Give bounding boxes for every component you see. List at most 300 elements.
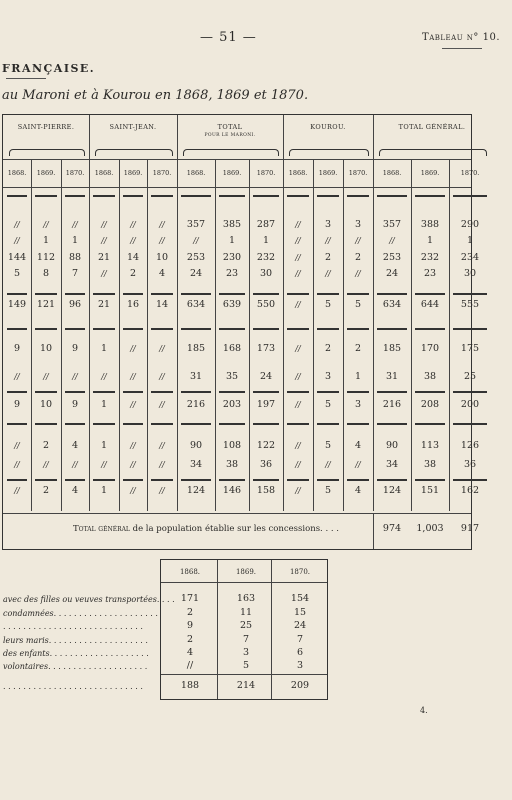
subtitle-text: au Maroni et à Kourou en 1868, 1869 et 1870. [2, 88, 309, 103]
table-cell: // [130, 372, 136, 381]
year-underline [415, 195, 445, 197]
main-table [2, 114, 480, 550]
table-cell: 4 [71, 440, 79, 451]
year-header: 1869. [420, 169, 440, 177]
sub-cell: 7 [242, 634, 250, 645]
table-cell: 216 [382, 399, 402, 410]
sub-cell: 11 [239, 607, 253, 618]
table-cell: 357 [382, 219, 402, 230]
sub-cell: 163 [236, 593, 256, 604]
subtotal-rule [453, 479, 487, 481]
table-cell: // [101, 460, 107, 469]
sub-cell: // [186, 660, 194, 671]
table-cell: // [101, 269, 107, 278]
subtotal-rule [377, 293, 407, 295]
table-reference: Tableau n° 10. [422, 32, 500, 43]
subtotal-rule [317, 479, 339, 481]
table-cell: 1 [100, 485, 108, 496]
table-cell: // [325, 236, 331, 245]
subtotal-rule [65, 293, 85, 295]
subtotal-rule [181, 328, 211, 330]
subtotal-rule [93, 423, 115, 425]
sub-cell: 171 [180, 593, 200, 604]
table-cell: // [295, 344, 301, 353]
group-header-label: SAINT-PIERRE. [17, 123, 75, 131]
sub-row-label: avec des filles ou veuves transportées. . . . [3, 595, 175, 604]
table-cell: 144 [7, 252, 27, 263]
subtotal-rule [123, 479, 143, 481]
table-cell: 357 [186, 219, 206, 230]
table-cell: 38 [423, 459, 437, 470]
table-cell: 124 [186, 485, 206, 496]
subtotal-rule [123, 423, 143, 425]
subtotal-rule [287, 479, 309, 481]
table-cell: 234 [460, 252, 480, 263]
sub-cell: 5 [242, 660, 250, 671]
table-cell: // [130, 441, 136, 450]
subtotal-rule [347, 328, 369, 330]
table-cell: 168 [222, 343, 242, 354]
table-cell: 9 [13, 343, 21, 354]
table-cell: 90 [385, 440, 399, 451]
table-cell: // [295, 372, 301, 381]
table-cell: // [72, 460, 78, 469]
subtotal-rule [453, 293, 487, 295]
sub-cell: 2 [186, 607, 194, 618]
subtotal-rule [35, 479, 57, 481]
year-underline [7, 195, 27, 197]
table-cell: 290 [460, 219, 480, 230]
subtotal-rule [151, 423, 173, 425]
sub-cell: 4 [186, 647, 194, 658]
table-cell: 88 [68, 252, 82, 263]
sub-cell: 15 [293, 607, 307, 618]
sub-cell: 25 [239, 620, 253, 631]
group-header-label: KOUROU. [310, 123, 346, 131]
table-cell: 21 [97, 252, 111, 263]
table-cell: // [43, 372, 49, 381]
table-cell: // [295, 220, 301, 229]
table-cell: 3 [354, 219, 362, 230]
sub-row-label: leurs maris. . . . . . . . . . . . . . . . . . . . [3, 636, 148, 645]
subtotal-rule [287, 293, 309, 295]
table-cell: 216 [186, 399, 206, 410]
table-cell: 232 [420, 252, 440, 263]
sub-cell: 3 [296, 660, 304, 671]
table-cell: // [14, 486, 20, 495]
year-header: 1870. [348, 169, 368, 177]
page-heading: FRANÇAISE. [2, 62, 96, 75]
table-cell: 185 [186, 343, 206, 354]
table-cell: 21 [97, 299, 111, 310]
table-cell: // [159, 220, 165, 229]
year-header: 1869. [36, 169, 56, 177]
table-cell: 158 [256, 485, 276, 496]
table-cell: 4 [158, 268, 166, 279]
table-cell: 5 [13, 268, 21, 279]
grand-total-label [73, 524, 339, 534]
subtotal-rule [65, 391, 85, 393]
subtotal-rule [415, 391, 445, 393]
group-header-label: SAINT-JEAN. [109, 123, 157, 131]
table-cell: // [101, 220, 107, 229]
table-cell: 36 [463, 459, 477, 470]
subtotal-rule [7, 479, 27, 481]
table-cell: 2 [324, 252, 332, 263]
table-cell: 200 [460, 399, 480, 410]
table-cell: // [14, 236, 20, 245]
sub-cell: 214 [236, 680, 256, 691]
table-cell: 2 [354, 343, 362, 354]
sub-row-label: . . . . . . . . . . . . . . . . . . . . . . . . . . . . [3, 622, 143, 631]
table-cell: // [159, 400, 165, 409]
subtotal-rule [35, 328, 57, 330]
table-cell: 555 [460, 299, 480, 310]
table-cell: 1 [71, 235, 79, 246]
table-cell: // [43, 220, 49, 229]
year-underline [181, 195, 211, 197]
year-header: 1868. [94, 169, 114, 177]
table-cell: 151 [420, 485, 440, 496]
subtotal-rule [317, 328, 339, 330]
year-underline [93, 195, 115, 197]
table-cell: 4 [71, 485, 79, 496]
table-cell: // [295, 236, 301, 245]
subtotal-rule [219, 391, 245, 393]
subtotal-rule [453, 423, 487, 425]
subtotal-rule [151, 328, 173, 330]
subtotal-rule [317, 391, 339, 393]
year-header: 1869. [222, 169, 242, 177]
subtotal-rule [151, 479, 173, 481]
table-cell: 34 [189, 459, 203, 470]
page-number: — 51 — [200, 30, 257, 45]
year-underline [377, 195, 407, 197]
subtotal-rule [93, 479, 115, 481]
year-underline [219, 195, 245, 197]
table-cell: // [14, 441, 20, 450]
table-cell: 203 [222, 399, 242, 410]
table-cell: 122 [256, 440, 276, 451]
table-cell: 2 [324, 343, 332, 354]
table-cell: // [295, 460, 301, 469]
subtotal-rule [219, 293, 245, 295]
header-rule-top [3, 159, 471, 160]
sub-total-rule [161, 674, 327, 675]
sub-cell: 9 [186, 620, 194, 631]
subtotal-rule [415, 479, 445, 481]
subtotal-rule [377, 479, 407, 481]
table-cell: 25 [463, 371, 477, 382]
subtotal-rule [287, 423, 309, 425]
table-cell: 5 [354, 299, 362, 310]
subtotal-rule [7, 293, 27, 295]
table-cell: // [355, 236, 361, 245]
table-cell: // [14, 460, 20, 469]
table-cell: 16 [126, 299, 140, 310]
table-cell: 14 [155, 299, 169, 310]
table-cell: 644 [420, 299, 440, 310]
table-cell: // [389, 236, 395, 245]
year-header: 1868. [186, 169, 206, 177]
table-cell: // [159, 460, 165, 469]
table-cell: // [159, 372, 165, 381]
group-brace [95, 149, 173, 156]
year-header: 1870. [256, 169, 276, 177]
table-cell: 287 [256, 219, 276, 230]
table-cell: 1 [100, 343, 108, 354]
year-underline [253, 195, 279, 197]
table-cell: // [130, 486, 136, 495]
subtotal-rule [415, 293, 445, 295]
sub-row-label: des enfants. . . . . . . . . . . . . . . . . . . . [3, 649, 149, 658]
year-header: 1870. [152, 169, 172, 177]
year-header: 1870. [460, 169, 480, 177]
subtotal-rule [7, 423, 27, 425]
table-cell: 3 [324, 219, 332, 230]
table-cell: // [325, 460, 331, 469]
subtotal-rule [253, 391, 279, 393]
sub-row-label: condamnées. . . . . . . . . . . . . . . . . . . . . [3, 609, 158, 618]
grand-total-label-main: Total général [73, 524, 130, 534]
table-cell: // [295, 441, 301, 450]
group-header-label: TOTAL GÉNÉRAL. [398, 123, 466, 131]
subtotal-rule [65, 328, 85, 330]
grand-total-label-rest: de la population établie sur les concessions. . . . [129, 524, 339, 534]
group-header [89, 123, 177, 131]
grand-total-value: 974 [382, 523, 402, 534]
table-cell: 2 [354, 252, 362, 263]
heading-rule [6, 78, 46, 79]
sub-row-label: . . . . . . . . . . . . . . . . . . . . . . . . . . . . [3, 682, 143, 691]
table-cell: 35 [225, 371, 239, 382]
table-cell: 208 [420, 399, 440, 410]
group-header [177, 123, 283, 138]
subtotal-rule [7, 391, 27, 393]
subtotal-rule [317, 293, 339, 295]
subtotal-rule [151, 391, 173, 393]
group-header-label: TOTAL [217, 123, 243, 131]
year-header: 1868. [7, 169, 27, 177]
table-cell: 31 [189, 371, 203, 382]
grand-total-value: 917 [460, 523, 480, 534]
sub-column-divider [217, 560, 218, 699]
table-reference-rule [442, 48, 482, 49]
year-underline [35, 195, 57, 197]
table-cell: // [101, 236, 107, 245]
year-underline [287, 195, 309, 197]
sub-cell: 209 [290, 680, 310, 691]
table-cell: 149 [7, 299, 27, 310]
subtotal-rule [181, 479, 211, 481]
group-header [373, 123, 491, 131]
table-cell: 23 [225, 268, 239, 279]
table-cell: 5 [324, 485, 332, 496]
table-cell: 162 [460, 485, 480, 496]
sub-header-rule [161, 582, 327, 583]
table-cell: 197 [256, 399, 276, 410]
table-cell: 175 [460, 343, 480, 354]
table-cell: 2 [42, 440, 50, 451]
subtotal-rule [93, 328, 115, 330]
table-cell: // [130, 344, 136, 353]
table-cell: 5 [324, 440, 332, 451]
subtotal-rule [377, 423, 407, 425]
table-cell: // [130, 460, 136, 469]
table-cell: 34 [385, 459, 399, 470]
subtotal-rule [35, 423, 57, 425]
subtotal-rule [347, 391, 369, 393]
table-cell: 1 [262, 235, 270, 246]
year-underline [317, 195, 339, 197]
table-cell: 38 [423, 371, 437, 382]
subtotal-rule [253, 423, 279, 425]
table-cell: // [101, 372, 107, 381]
header-rule [3, 187, 471, 188]
subtotal-rule [219, 479, 245, 481]
table-cell: 1 [100, 399, 108, 410]
table-cell: 24 [385, 268, 399, 279]
table-cell: 2 [42, 485, 50, 496]
table-cell: 4 [354, 440, 362, 451]
sub-cell: 2 [186, 634, 194, 645]
table-cell: 1 [466, 235, 474, 246]
group-header-sub: POUR LE MARONI. [204, 133, 256, 138]
table-cell: 173 [256, 343, 276, 354]
table-cell: 385 [222, 219, 242, 230]
subtotal-rule [347, 423, 369, 425]
table-cell: // [14, 220, 20, 229]
subtotal-rule [253, 328, 279, 330]
table-cell: // [43, 460, 49, 469]
year-header: 1868. [288, 169, 308, 177]
subtotal-rule [123, 391, 143, 393]
group-header [283, 123, 373, 131]
table-cell: // [355, 269, 361, 278]
table-cell: // [72, 372, 78, 381]
subtotal-rule [219, 328, 245, 330]
sub-cell: 24 [293, 620, 307, 631]
sub-cell: 3 [242, 647, 250, 658]
table-cell: // [295, 400, 301, 409]
table-cell: 9 [13, 399, 21, 410]
year-underline [65, 195, 85, 197]
table-cell: 9 [71, 399, 79, 410]
table-cell: 14 [126, 252, 140, 263]
table-cell: 10 [39, 343, 53, 354]
year-underline [151, 195, 173, 197]
table-cell: // [14, 372, 20, 381]
table-cell: 253 [382, 252, 402, 263]
subtotal-rule [453, 391, 487, 393]
sub-year-header: 1870. [289, 568, 311, 576]
subtotal-rule [65, 479, 85, 481]
table-cell: 121 [36, 299, 56, 310]
table-cell: 36 [259, 459, 273, 470]
subtotal-rule [377, 391, 407, 393]
subtotal-rule [453, 328, 487, 330]
table-cell: 3 [354, 399, 362, 410]
table-cell: 124 [382, 485, 402, 496]
page-subtitle [2, 88, 308, 103]
table-cell: 1 [228, 235, 236, 246]
subtotal-rule [415, 423, 445, 425]
table-cell: 185 [382, 343, 402, 354]
sub-cell: 154 [290, 593, 310, 604]
subtotal-rule [123, 293, 143, 295]
sub-year-header: 1869. [235, 568, 257, 576]
table-cell: // [295, 300, 301, 309]
table-cell: // [159, 486, 165, 495]
table-cell: 38 [225, 459, 239, 470]
year-underline [347, 195, 369, 197]
table-cell: 8 [42, 268, 50, 279]
table-cell: 1 [354, 371, 362, 382]
subtotal-rule [93, 293, 115, 295]
table-cell: 4 [354, 485, 362, 496]
subtotal-rule [35, 391, 57, 393]
sub-cell: 6 [296, 647, 304, 658]
table-cell: 1 [42, 235, 50, 246]
table-cell: 230 [222, 252, 242, 263]
subtotal-rule [151, 293, 173, 295]
table-cell: 126 [460, 440, 480, 451]
year-header: 1870. [65, 169, 85, 177]
table-cell: 10 [39, 399, 53, 410]
subtotal-rule [219, 423, 245, 425]
year-underline [123, 195, 143, 197]
subtotal-rule [347, 479, 369, 481]
subtotal-rule [181, 391, 211, 393]
table-cell: 108 [222, 440, 242, 451]
table-cell: 634 [382, 299, 402, 310]
sub-table [3, 559, 328, 700]
subtotal-rule [377, 328, 407, 330]
table-cell: 5 [324, 399, 332, 410]
table-cell: 1 [426, 235, 434, 246]
table-cell: 96 [68, 299, 82, 310]
table-cell: 232 [256, 252, 276, 263]
year-underline [453, 195, 487, 197]
grand-total-value: 1,003 [416, 523, 444, 534]
year-header: 1869. [123, 169, 143, 177]
year-header: 1869. [318, 169, 338, 177]
table-cell: 90 [189, 440, 203, 451]
subtotal-rule [287, 391, 309, 393]
table-cell: 1 [100, 440, 108, 451]
table-cell: // [295, 269, 301, 278]
table-cell: 23 [423, 268, 437, 279]
subtotal-rule [181, 423, 211, 425]
year-header: 1868. [382, 169, 402, 177]
subtotal-rule [123, 328, 143, 330]
subtotal-rule [93, 391, 115, 393]
table-cell: 24 [189, 268, 203, 279]
group-header [3, 123, 89, 131]
table-cell: // [325, 269, 331, 278]
table-cell: // [130, 220, 136, 229]
table-cell: 146 [222, 485, 242, 496]
table-cell: 31 [385, 371, 399, 382]
table-cell: // [72, 220, 78, 229]
subtotal-rule [415, 328, 445, 330]
table-cell: // [159, 236, 165, 245]
table-cell: 30 [463, 268, 477, 279]
table-cell: // [355, 460, 361, 469]
table-cell: // [193, 236, 199, 245]
table-cell: 9 [71, 343, 79, 354]
subtotal-rule [253, 479, 279, 481]
